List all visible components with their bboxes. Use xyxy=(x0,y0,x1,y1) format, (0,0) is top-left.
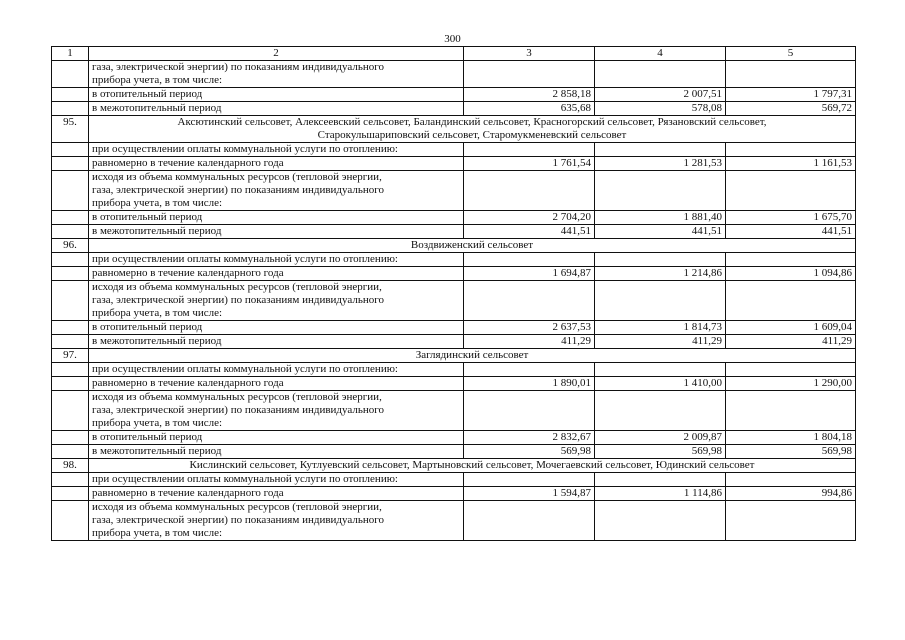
section-header-row xyxy=(52,459,856,473)
value-cell: 441,51 xyxy=(595,225,726,239)
row-label: при осуществлении оплаты коммунальной услуги по отоплению: xyxy=(89,253,464,267)
table-row xyxy=(52,143,856,157)
section-header-row xyxy=(52,239,856,253)
table-row xyxy=(52,281,856,321)
header-cell: 4 xyxy=(595,47,726,61)
value-cell: 411,29 xyxy=(464,335,595,349)
header-cell: 1 xyxy=(52,47,89,61)
table-row xyxy=(52,321,856,335)
table-row xyxy=(52,157,856,171)
table-row xyxy=(52,445,856,459)
value-cell: 1 290,00 xyxy=(726,377,856,391)
row-label: равномерно в течение календарного года xyxy=(89,487,464,501)
section-number: 97. xyxy=(52,349,89,363)
page-number: 300 xyxy=(444,33,461,45)
section-title: Аксютинский сельсовет, Алексеевский сельсовет, Баландинский сельсовет, Красногорский сельсовет, Рязановский сельсовет, Старокульшариповский сельсовет, Старомукменевский сельсовет xyxy=(89,116,856,143)
table-row xyxy=(52,61,856,88)
value-cell: 1 609,04 xyxy=(726,321,856,335)
table-row xyxy=(52,253,856,267)
table-row xyxy=(52,335,856,349)
table-row xyxy=(52,391,856,431)
row-label: в межотопительный период xyxy=(89,102,464,116)
value-cell: 569,72 xyxy=(726,102,856,116)
value-cell: 569,98 xyxy=(595,445,726,459)
section-header-row xyxy=(52,349,856,363)
value-cell: 1 675,70 xyxy=(726,211,856,225)
table-row xyxy=(52,211,856,225)
row-label: в отопительный период xyxy=(89,431,464,445)
section-number: 98. xyxy=(52,459,89,473)
section-title: Заглядинский сельсовет xyxy=(89,349,856,363)
table-row xyxy=(52,431,856,445)
row-label: при осуществлении оплаты коммунальной услуги по отоплению: xyxy=(89,473,464,487)
row-label: равномерно в течение календарного года xyxy=(89,377,464,391)
value-cell: 1 594,87 xyxy=(464,487,595,501)
table-row xyxy=(52,102,856,116)
value-cell: 578,08 xyxy=(595,102,726,116)
row-label: равномерно в течение календарного года xyxy=(89,157,464,171)
value-cell: 411,29 xyxy=(726,335,856,349)
row-label: в межотопительный период xyxy=(89,335,464,349)
row-label: в отопительный период xyxy=(89,88,464,102)
value-cell: 1 890,01 xyxy=(464,377,595,391)
value-cell: 1 797,31 xyxy=(726,88,856,102)
table-row xyxy=(52,267,856,281)
value-cell: 1 761,54 xyxy=(464,157,595,171)
row-label: в отопительный период xyxy=(89,211,464,225)
table-row xyxy=(52,501,856,541)
table-row xyxy=(52,473,856,487)
value-cell: 441,51 xyxy=(464,225,595,239)
section-number: 96. xyxy=(52,239,89,253)
value-cell: 2 704,20 xyxy=(464,211,595,225)
table-row xyxy=(52,171,856,211)
value-cell: 2 637,53 xyxy=(464,321,595,335)
table-row xyxy=(52,363,856,377)
row-label: при осуществлении оплаты коммунальной услуги по отоплению: xyxy=(89,363,464,377)
row-label: при осуществлении оплаты коммунальной услуги по отоплению: xyxy=(89,143,464,157)
tariff-table xyxy=(51,46,856,541)
section-title: Кислинский сельсовет, Кутлуевский сельсовет, Мартыновский сельсовет, Мочегаевский сельсовет, Юдинский сельсовет xyxy=(89,459,856,473)
table-row xyxy=(52,487,856,501)
value-cell: 1 881,40 xyxy=(595,211,726,225)
header-cell: 5 xyxy=(726,47,856,61)
row-label: в межотопительный период xyxy=(89,445,464,459)
row-label: газа, электрической энергии) по показаниям индивидуального прибора учета, в том числе: xyxy=(89,61,464,88)
value-cell: 2 832,67 xyxy=(464,431,595,445)
value-cell: 635,68 xyxy=(464,102,595,116)
value-cell: 411,29 xyxy=(595,335,726,349)
row-label: равномерно в течение календарного года xyxy=(89,267,464,281)
value-cell: 1 694,87 xyxy=(464,267,595,281)
row-label: исходя из объема коммунальных ресурсов (тепловой энергии, газа, электрической энергии) по показаниям индивидуального прибора учета, в том числе: xyxy=(89,171,464,211)
table-row xyxy=(52,88,856,102)
row-label: исходя из объема коммунальных ресурсов (тепловой энергии, газа, электрической энергии) по показаниям индивидуального прибора учета, в том числе: xyxy=(89,501,464,541)
table-row xyxy=(52,225,856,239)
header-cell: 2 xyxy=(89,47,464,61)
value-cell: 569,98 xyxy=(726,445,856,459)
header-cell: 3 xyxy=(464,47,595,61)
value-cell: 2 007,51 xyxy=(595,88,726,102)
value-cell: 1 804,18 xyxy=(726,431,856,445)
value-cell: 2 858,18 xyxy=(464,88,595,102)
section-title: Воздвиженский сельсовет xyxy=(89,239,856,253)
value-cell: 441,51 xyxy=(726,225,856,239)
row-label: в отопительный период xyxy=(89,321,464,335)
row-label: исходя из объема коммунальных ресурсов (тепловой энергии, газа, электрической энергии) по показаниям индивидуального прибора учета, в том числе: xyxy=(89,391,464,431)
value-cell: 1 410,00 xyxy=(595,377,726,391)
value-cell: 569,98 xyxy=(464,445,595,459)
value-cell: 1 214,86 xyxy=(595,267,726,281)
value-cell: 1 094,86 xyxy=(726,267,856,281)
value-cell: 2 009,87 xyxy=(595,431,726,445)
value-cell: 994,86 xyxy=(726,487,856,501)
value-cell: 1 814,73 xyxy=(595,321,726,335)
row-label: исходя из объема коммунальных ресурсов (тепловой энергии, газа, электрической энергии) по показаниям индивидуального прибора учета, в том числе: xyxy=(89,281,464,321)
table-row xyxy=(52,377,856,391)
value-cell: 1 114,86 xyxy=(595,487,726,501)
section-number: 95. xyxy=(52,116,89,143)
table-header-row xyxy=(52,47,856,61)
value-cell: 1 281,53 xyxy=(595,157,726,171)
section-header-row xyxy=(52,116,856,143)
row-label: в межотопительный период xyxy=(89,225,464,239)
value-cell: 1 161,53 xyxy=(726,157,856,171)
